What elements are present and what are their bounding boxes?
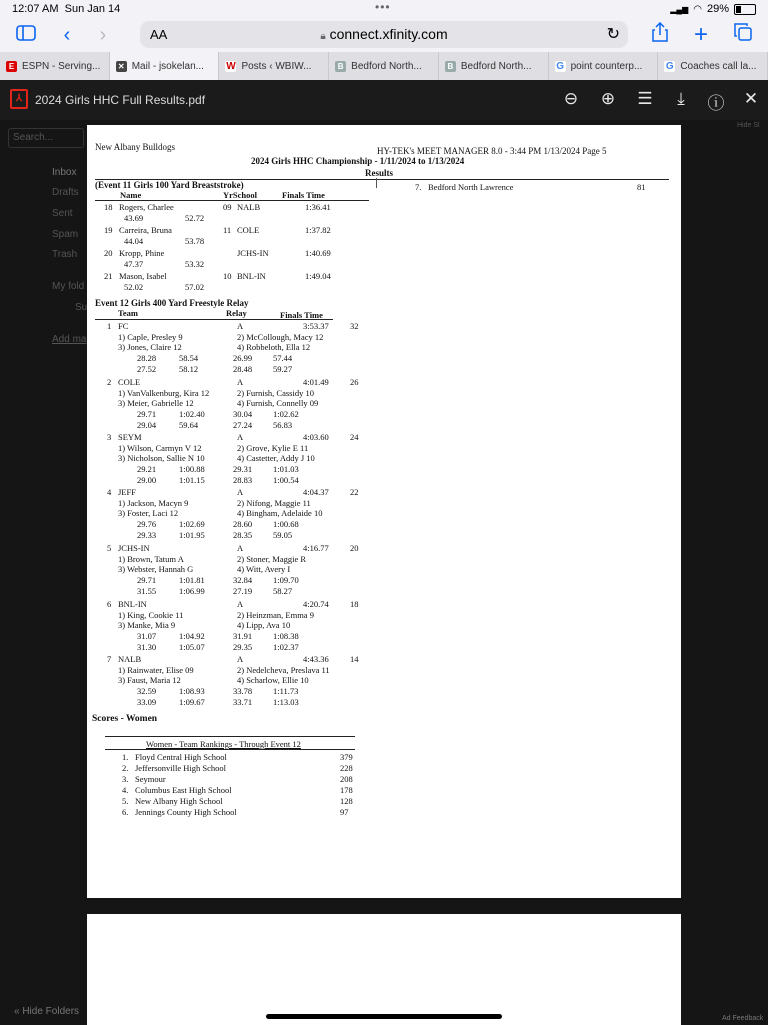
battery-percent: 29%	[706, 3, 729, 15]
relay-split: 1:09.70	[273, 575, 299, 585]
swimmer-year: 11	[223, 225, 232, 235]
relay-split: 31.07	[137, 631, 157, 641]
ranking-points: 379	[340, 752, 353, 762]
ranking-team: Columbus East High School	[135, 785, 232, 795]
ranking-team: New Albany High School	[135, 796, 223, 806]
sidebar-icon[interactable]	[14, 22, 38, 48]
ranking-points: 128	[340, 796, 353, 806]
finals-time: 1:37.82	[305, 225, 331, 235]
column-divider	[376, 178, 377, 188]
relay-split: 1:09.67	[179, 697, 205, 707]
relay-swimmer: 4) Robbeloth, Ella 12	[237, 342, 311, 352]
relay-split: 29.71	[137, 575, 157, 585]
swimmer-school: JCHS-IN	[237, 248, 269, 258]
relay-points: 26	[350, 377, 359, 387]
relay-place: 2	[107, 377, 112, 387]
tab-point-counterpoint[interactable]: G point counterp...	[549, 52, 659, 80]
relay-split: 29.00	[137, 475, 157, 485]
tab-bar	[0, 52, 768, 80]
tabs-overview-icon[interactable]	[732, 22, 754, 48]
doc-left-header: New Albany Bulldogs	[95, 142, 175, 152]
scores-top-rule	[105, 736, 355, 737]
ranking-points: 97	[340, 807, 349, 817]
relay-swimmer: 3) Meier, Gabrielle 12	[118, 398, 194, 408]
swimmer-school: NALB	[237, 202, 261, 212]
relay-team: COLE	[118, 377, 141, 387]
relay-split: 33.71	[233, 697, 253, 707]
relay-swimmer: 2) Furnish, Cassidy 10	[237, 388, 314, 398]
relay-swimmer: 2) Nedelcheva, Preslava 11	[237, 665, 330, 675]
relay-team: FC	[118, 321, 129, 331]
relay-split: 29.04	[137, 420, 157, 430]
relay-split: 1:02.40	[179, 409, 205, 419]
multitask-dots-icon[interactable]: •••	[375, 0, 391, 14]
relay-swimmer: 4) Bingham, Adelaide 10	[237, 508, 323, 518]
ranking-team: Jeffersonville High School	[135, 763, 226, 773]
tab-wbiw[interactable]: W Posts ‹ WBIW...	[219, 52, 329, 80]
relay-place: 1	[107, 321, 112, 331]
relay-split: 59.05	[273, 530, 293, 540]
split-time: 57.02	[185, 282, 205, 292]
relay-swimmer: 1) VanValkenburg, Kira 12	[118, 388, 210, 398]
relay-place: 5	[107, 543, 112, 553]
split-time: 43.69	[124, 213, 144, 223]
swimmer-name: Rogers, Charlee	[119, 202, 174, 212]
relay-split: 1:13.03	[273, 697, 299, 707]
relay-letter: A	[237, 487, 244, 497]
relay-split: 33.09	[137, 697, 157, 707]
relay-finals-time: 4:16.77	[303, 543, 329, 553]
relay-split: 59.27	[273, 364, 293, 374]
reload-icon[interactable]: ↻	[606, 26, 620, 43]
relay-swimmer: 3) Jones, Claire 12	[118, 342, 182, 352]
event12-heading: Event 12 Girls 400 Yard Freestyle Relay	[95, 298, 249, 308]
split-time: 52.02	[124, 282, 144, 292]
zoom-in-icon[interactable]: ⊕	[600, 89, 616, 108]
hide-folders-link[interactable]: « Hide Folders	[14, 1006, 80, 1017]
relay-swimmer: 2) McCollough, Macy 12	[237, 332, 324, 342]
close-icon[interactable]: ✕	[743, 89, 759, 108]
doc-results-label: Results	[365, 168, 394, 178]
folder-inbox[interactable]: Inbox	[52, 167, 77, 178]
relay-split: 27.24	[233, 420, 253, 430]
relay-finals-time: 4:43.36	[303, 654, 329, 664]
relay-split: 27.19	[233, 586, 253, 596]
relay-split: 58.12	[179, 364, 199, 374]
relay-split: 58.54	[179, 353, 199, 363]
swimmer-year: 09	[223, 202, 232, 212]
reader-aa-button[interactable]: AA	[150, 27, 168, 42]
col-finals-time: Finals Time	[282, 190, 325, 200]
relay-split: 1:11.73	[273, 686, 299, 696]
tab-bedford-1[interactable]: B Bedford North...	[329, 52, 439, 80]
ranking-points: 208	[340, 774, 353, 784]
relay-swimmer: 4) Castetter, Addy J 10	[237, 453, 315, 463]
relay-split: 31.91	[233, 631, 253, 641]
col-team: Team	[118, 308, 138, 318]
relay-split: 1:06.99	[179, 586, 205, 596]
relay-letter: A	[237, 654, 244, 664]
relay-letter: A	[237, 377, 244, 387]
swimmer-school: BNL-IN	[237, 271, 266, 281]
wbiw-icon: W	[226, 60, 236, 72]
download-icon[interactable]: ⤓	[677, 89, 685, 108]
split-time: 52.72	[185, 213, 205, 223]
relay-letter: A	[237, 321, 244, 331]
col-name: Name	[120, 190, 142, 200]
relay-swimmer: 1) Rainwater, Elise 09	[118, 665, 194, 675]
finals-time: 1:40.69	[305, 248, 331, 258]
result-place: 20	[104, 248, 113, 258]
split-time: 44.04	[124, 236, 144, 246]
relay-split: 29.35	[233, 642, 253, 652]
relay-split: 58.27	[273, 586, 293, 596]
status-time: 12:07 AM Sun Jan 14	[12, 3, 121, 15]
relay-points: 14	[350, 654, 359, 664]
relay-points: 18	[350, 599, 359, 609]
pdf-file-icon: ⅄	[10, 89, 28, 109]
relay-place: 7	[107, 654, 112, 664]
relay-swimmer: 2) Stoner, Maggie R	[237, 554, 307, 564]
relay-split: 30.04	[233, 409, 253, 419]
relay-split: 29.31	[233, 464, 253, 474]
folder-spam[interactable]: Spam	[52, 229, 79, 240]
relay-split: 29.76	[137, 519, 157, 529]
relay-swimmer: 1) Brown, Tatum A	[118, 554, 184, 564]
folder-my-folders[interactable]: My fold	[52, 281, 85, 292]
back-icon[interactable]: ‹	[63, 24, 71, 46]
relay-finals-time: 3:53.37	[303, 321, 329, 331]
ranking-place: 6.	[122, 807, 129, 817]
relay-swimmer: 4) Lipp, Ava 10	[237, 620, 291, 630]
relay-split: 1:00.68	[273, 519, 299, 529]
status-bar	[0, 0, 768, 18]
relay-split: 1:02.37	[273, 642, 299, 652]
hide-sidebar-link[interactable]: Hide Sl	[737, 122, 760, 129]
pdf-page-next	[87, 914, 681, 1025]
split-time: 47.37	[124, 259, 144, 269]
relay-swimmer: 1) Caple, Presley 9	[118, 332, 183, 342]
relay-split: 31.55	[137, 586, 157, 596]
pdf-viewer-header	[0, 80, 768, 120]
relay-split: 29.21	[137, 464, 157, 474]
home-indicator[interactable]	[266, 1014, 502, 1019]
ranking-place: 1.	[122, 752, 129, 762]
pdf-page	[87, 125, 681, 898]
relay-team: JCHS-IN	[118, 543, 150, 553]
relay-finals-time: 4:03.60	[303, 432, 329, 442]
relay-split: 1:00.88	[179, 464, 205, 474]
swimmer-name: Mason, Isabel	[119, 271, 167, 281]
relay-split: 27.52	[137, 364, 157, 374]
forward-icon[interactable]: ›	[99, 24, 107, 46]
tab-bedford-2[interactable]: B Bedford North...	[439, 52, 549, 80]
relay-split: 1:01.95	[179, 530, 205, 540]
result-place: 21	[104, 271, 113, 281]
google-icon: G	[556, 60, 564, 72]
add-folder-link[interactable]: Add ma	[52, 334, 87, 345]
espn-icon: E	[6, 61, 17, 72]
relay-points: 20	[350, 543, 359, 553]
relay-split: 1:00.54	[273, 475, 299, 485]
event11-heading: (Event 11 Girls 100 Yard Breaststroke)	[95, 180, 244, 190]
ranking-place: 5.	[122, 796, 129, 806]
relay-split: 32.59	[137, 686, 157, 696]
ranking-team: Jennings County High School	[135, 807, 237, 817]
folder-trash[interactable]: Trash	[52, 249, 78, 260]
col-yrschool: YrSchool	[223, 190, 257, 200]
relay-swimmer: 3) Nicholson, Sallie N 10	[118, 453, 205, 463]
relay-split: 1:08.38	[273, 631, 299, 641]
relay-split: 28.83	[233, 475, 253, 485]
relay-split: 29.71	[137, 409, 157, 419]
relay-split: 28.28	[137, 353, 157, 363]
relay-split: 32.84	[233, 575, 253, 585]
relay-letter: A	[237, 543, 244, 553]
relay-place: 6	[107, 599, 112, 609]
relay-split: 1:02.69	[179, 519, 205, 529]
swimmer-school: COLE	[237, 225, 260, 235]
relay-swimmer: 1) Wilson, Carmyn V 12	[118, 443, 202, 453]
zoom-out-icon[interactable]: ⊖	[563, 89, 579, 108]
scores-title-rule	[105, 749, 355, 750]
relay-split: 1:04.92	[179, 631, 205, 641]
lock-icon: 🔒︎	[320, 31, 326, 42]
scores-table-title: Women - Team Rankings - Through Event 12	[146, 739, 301, 749]
relay-split: 1:02.62	[273, 409, 299, 419]
tab-espn[interactable]: E ESPN - Serving...	[0, 52, 110, 80]
relay-place: 4	[107, 487, 112, 497]
ranking-team: Floyd Central High School	[135, 752, 227, 762]
ranking-place: 2.	[122, 763, 129, 773]
relay-split: 31.30	[137, 642, 157, 652]
wifi-icon: ◠	[693, 3, 702, 15]
folder-sub[interactable]: Su	[75, 302, 88, 313]
relay-finals-time: 4:20.74	[303, 599, 329, 609]
relay-split: 56.83	[273, 420, 293, 430]
relay-split: 28.48	[233, 364, 253, 374]
relay-finals-time: 4:01.49	[303, 377, 329, 387]
relay-place: 3	[107, 432, 112, 442]
relay-swimmer: 3) Foster, Laci 12	[118, 508, 179, 518]
relay-split: 1:08.93	[179, 686, 205, 696]
relay-split: 59.64	[179, 420, 199, 430]
page-icon: B	[445, 61, 456, 72]
relay-points: 22	[350, 487, 359, 497]
tab-coaches[interactable]: G Coaches call la...	[658, 52, 768, 80]
relay-split: 1:01.03	[273, 464, 299, 474]
share-icon[interactable]	[650, 22, 670, 48]
scores-heading: Scores - Women	[92, 714, 158, 724]
ranking-place: 4.	[122, 785, 129, 795]
relay-team: SEYM	[118, 432, 142, 442]
ad-feedback-link[interactable]: Ad Feedback	[722, 1015, 764, 1022]
split-time: 53.32	[185, 259, 205, 269]
mail-icon: ✕	[116, 61, 127, 72]
status-indicators	[670, 3, 756, 15]
relay-split: 29.33	[137, 530, 157, 540]
ranking-team: Seymour	[135, 774, 166, 784]
address-bar[interactable]	[140, 21, 628, 48]
relay-letter: A	[237, 599, 244, 609]
col-relay: Relay	[226, 308, 247, 318]
menu-icon[interactable]: ☰	[637, 89, 653, 108]
right-col-place: 7.	[415, 182, 422, 192]
relay-swimmer: 1) King, Cookie 11	[118, 610, 184, 620]
signal-icon: ▂▄▆	[670, 4, 689, 14]
event11-divider	[95, 200, 369, 201]
right-col-points: 81	[637, 182, 646, 192]
relay-split: 33.78	[233, 686, 253, 696]
relay-split: 28.35	[233, 530, 253, 540]
swimmer-name: Kropp, Phine	[119, 248, 165, 258]
right-col-team: Bedford North Lawrence	[428, 182, 514, 192]
relay-swimmer: 3) Webster, Hannah G	[118, 564, 194, 574]
split-time: 53.78	[185, 236, 205, 246]
swimmer-name: Carreira, Bruna	[119, 225, 172, 235]
relay-split: 57.44	[273, 353, 293, 363]
page-icon: B	[335, 61, 346, 72]
finals-time: 1:36.41	[305, 202, 331, 212]
relay-swimmer: 2) Heinzman, Emma 9	[237, 610, 314, 620]
mail-search-input[interactable]: Search...	[8, 128, 84, 148]
relay-split: 28.60	[233, 519, 253, 529]
result-place: 19	[104, 225, 113, 235]
ranking-points: 178	[340, 785, 353, 795]
relay-split: 1:05.07	[179, 642, 205, 652]
url-text[interactable]: 🔒︎ connect.xfinity.com	[320, 26, 448, 42]
tab-mail[interactable]: ✕ Mail - jsokelan...	[110, 52, 220, 80]
result-place: 18	[104, 202, 113, 212]
relay-swimmer: 3) Faust, Maria 12	[118, 675, 181, 685]
finals-time: 1:49.04	[305, 271, 331, 281]
relay-split: 26.99	[233, 353, 253, 363]
battery-icon	[734, 4, 756, 15]
event12-divider	[95, 319, 333, 320]
new-tab-icon[interactable]: +	[693, 21, 708, 48]
ranking-points: 228	[340, 763, 353, 773]
relay-team: BNL-IN	[118, 599, 147, 609]
relay-finals-time: 4:04.37	[303, 487, 329, 497]
doc-title: 2024 Girls HHC Championship - 1/11/2024 to 1/13/2024	[251, 156, 465, 166]
folder-sent[interactable]: Sent	[52, 208, 73, 219]
doc-right-header: HY-TEK's MEET MANAGER 8.0 - 3:44 PM 1/13/2024 Page 5	[377, 146, 607, 156]
relay-letter: A	[237, 432, 244, 442]
relay-swimmer: 4) Scharlow, Ellie 10	[237, 675, 309, 685]
relay-swimmer: 4) Witt, Avery I	[237, 564, 291, 574]
relay-swimmer: 1) Jackson, Macyn 9	[118, 498, 189, 508]
ranking-place: 3.	[122, 774, 129, 784]
relay-team: JEFF	[118, 487, 136, 497]
relay-split: 1:01.15	[179, 475, 205, 485]
relay-swimmer: 3) Manke, Mia 9	[118, 620, 176, 630]
relay-points: 32	[350, 321, 359, 331]
swimmer-year: 10	[223, 271, 232, 281]
relay-swimmer: 2) Grove, Kylie E 11	[237, 443, 309, 453]
relay-swimmer: 2) Nifong, Maggie 11	[237, 498, 311, 508]
relay-team: NALB	[118, 654, 142, 664]
google-icon: G	[665, 60, 674, 72]
relay-split: 1:01.81	[179, 575, 205, 585]
folder-drafts[interactable]: Drafts	[52, 187, 79, 198]
relay-swimmer: 4) Furnish, Connelly 09	[237, 398, 319, 408]
col-finals-time-2: Finals Time	[280, 310, 323, 320]
relay-points: 24	[350, 432, 359, 442]
pdf-title: 2024 Girls HHC Full Results.pdf	[35, 93, 206, 107]
info-icon[interactable]: ⓘ	[707, 94, 725, 113]
